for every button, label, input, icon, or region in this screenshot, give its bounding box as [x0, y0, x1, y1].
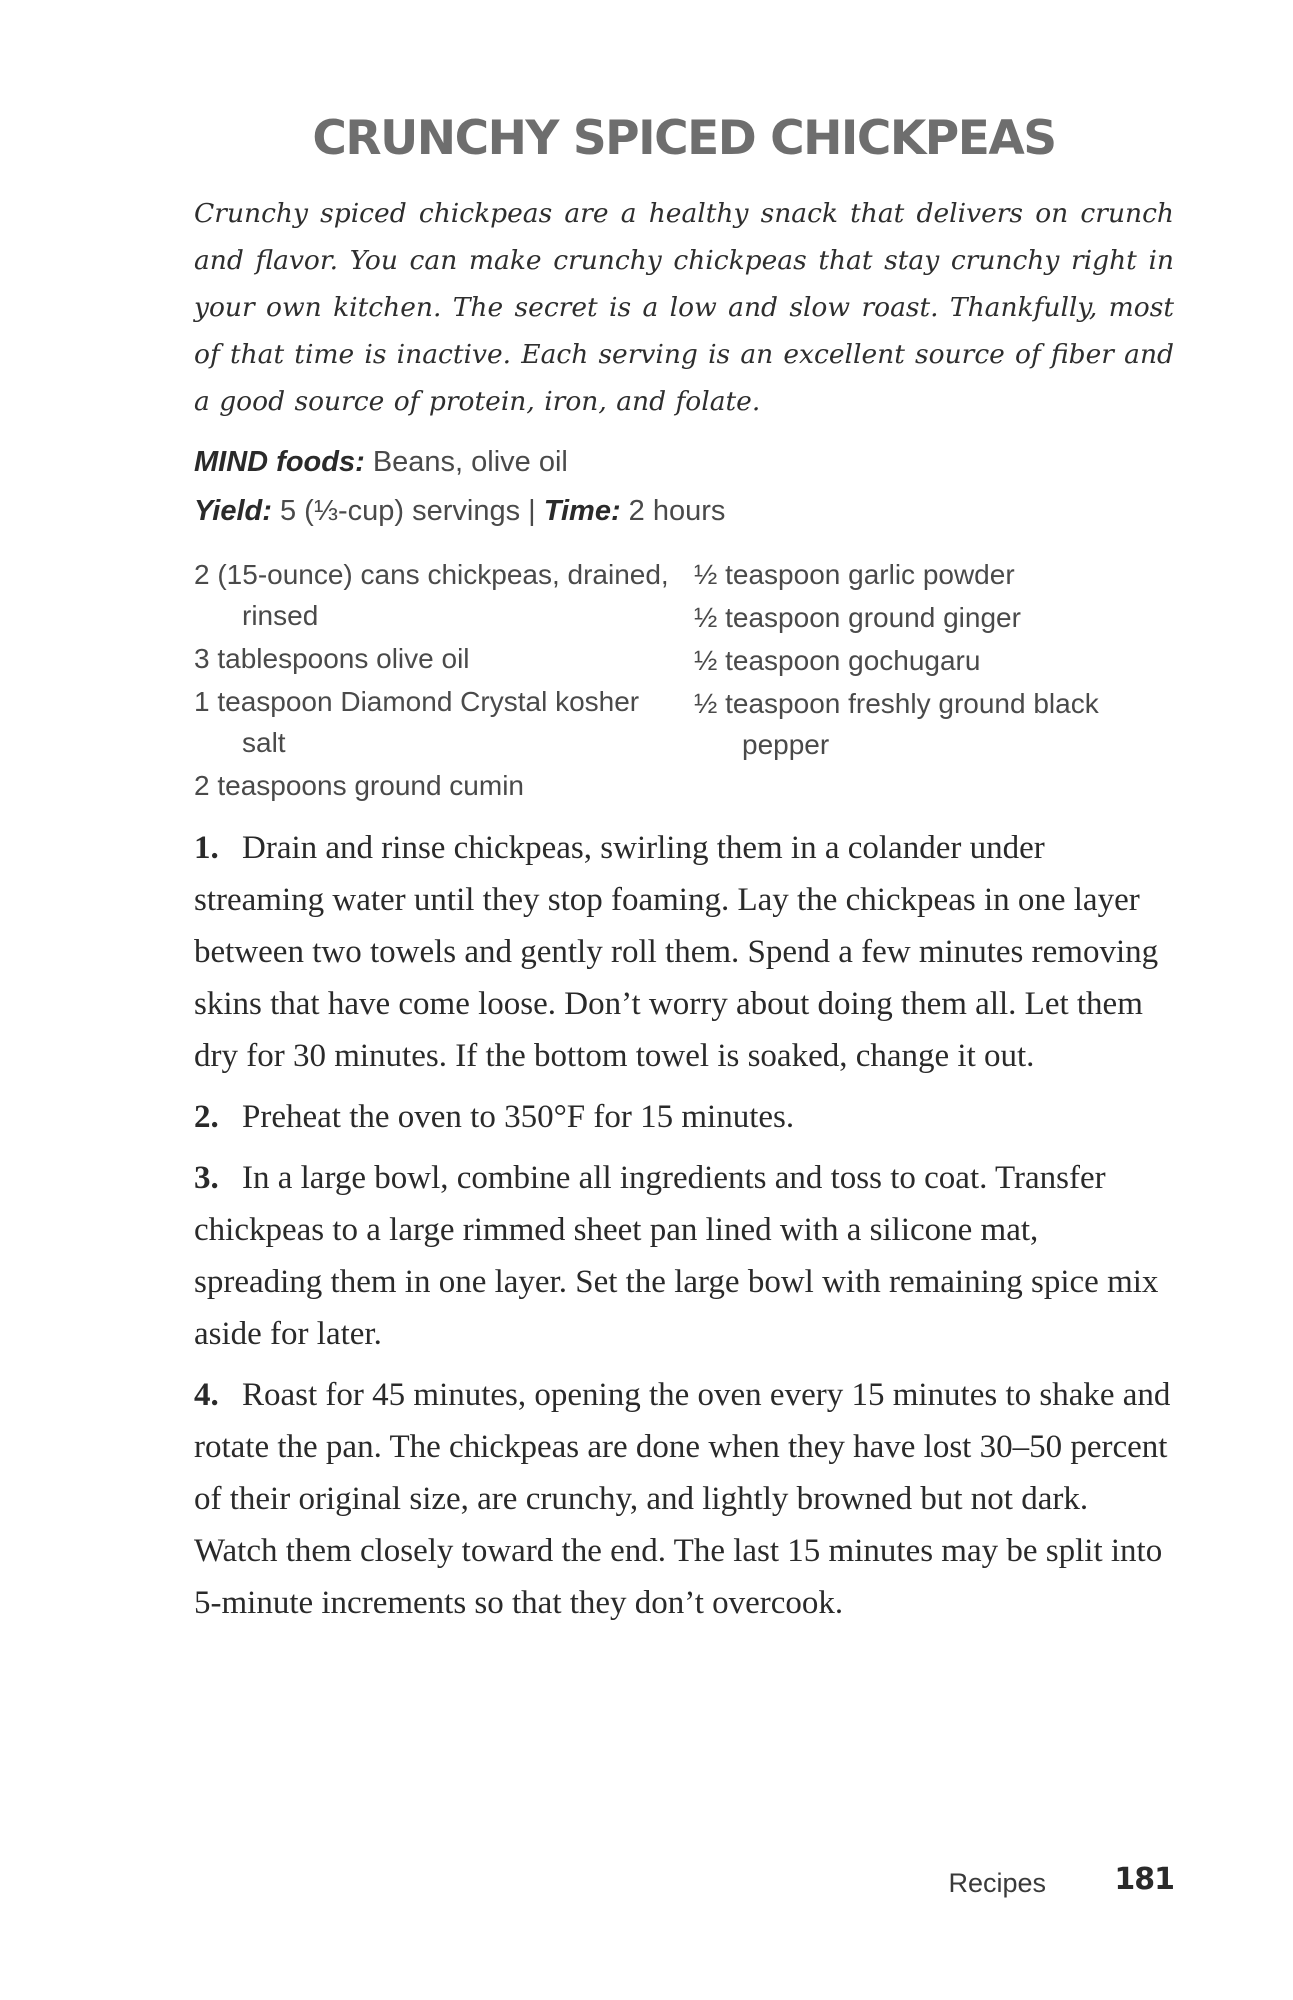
- step-text: In a large bowl, combine all ingredients and toss to coat. Transfer chickpeas to a large rimmed sheet pan lined with a silicone mat, spreading them in one layer. Set the large bowl with remaining spice mix aside for later.: [194, 1160, 1159, 1352]
- yield-time-separator: |: [528, 495, 536, 527]
- instruction-step: [194, 822, 1174, 1082]
- ingredient-item: ½ teaspoon gochugaru: [694, 645, 981, 676]
- yield-value: 5 (⅓-cup) servings: [279, 495, 521, 527]
- page-footer: [194, 1862, 1174, 1912]
- instructions-list: [194, 822, 1174, 1638]
- ingredient-item: 3 tablespoons olive oil: [194, 643, 470, 674]
- step-text: Drain and rinse chickpeas, swirling them in a colander under streaming water until they stop foaming. Lay the chickpeas in one layer between two towels and gently roll them. Spend a few minutes removing skins that have come loose. Don’t worry about doing them all. Let them dry for 30 minutes. If the bottom towel is soaked, change it out.: [194, 830, 1159, 1074]
- time-label: Time:: [543, 495, 621, 527]
- recipe-title: CRUNCHY SPICED CHICKPEAS: [312, 111, 1056, 166]
- book-page: [194, 0, 1174, 2000]
- ingredient-item: 1 teaspoon Diamond Crystal kosher salt: [194, 686, 640, 758]
- yield-time-line: [194, 489, 725, 533]
- page-number: 181: [1114, 1862, 1174, 1897]
- instruction-step: [194, 1369, 1174, 1629]
- step-text: Roast for 45 minutes, opening the oven every 15 minutes to shake and rotate the pan. The chickpeas are done when they have lost 30–50 percent of their original size, are crunchy, and lightly browned but not dark. Watch them closely toward the end. The last 15 minutes may be split into 5-minute increments so that they don’t overcook.: [194, 1377, 1171, 1621]
- step-number: 4.: [194, 1377, 219, 1413]
- ingredient-item: ½ teaspoon ground ginger: [694, 602, 1021, 633]
- recipe-intro: Crunchy spiced chickpeas are a healthy snack that delivers on crunch and flavor. You can make crunchy chickpeas that stay crunchy right in your own kitchen. The secret is a low and slow roast. Thankfully, most of that time is inactive. Each serving is an excellent source of fiber and a good source of protein, iron, and folate.: [194, 198, 1174, 417]
- yield-label: Yield:: [194, 495, 272, 527]
- time-value: 2 hours: [628, 495, 726, 527]
- ingredients-column-left: [194, 554, 684, 808]
- ingredients-column-right: [694, 554, 1164, 767]
- running-footer-section: Recipes: [948, 1868, 1046, 1898]
- ingredient-item: ½ teaspoon garlic powder: [694, 559, 1015, 590]
- step-number: 3.: [194, 1160, 219, 1196]
- mind-foods-value: Beans, olive oil: [372, 446, 568, 478]
- instruction-step: [194, 1152, 1174, 1360]
- step-text: Preheat the oven to 350°F for 15 minutes.: [242, 1099, 795, 1135]
- ingredient-item: 2 teaspoons ground cumin: [194, 770, 524, 801]
- ingredient-item: 2 (15-ounce) cans chickpeas, drained, rinsed: [194, 559, 669, 631]
- step-number: 2.: [194, 1099, 219, 1135]
- instruction-step: [194, 1091, 1174, 1143]
- mind-foods-line: [194, 440, 568, 484]
- mind-foods-label: MIND foods:: [194, 446, 365, 478]
- step-number: 1.: [194, 830, 219, 866]
- ingredient-item: ½ teaspoon freshly ground black pepper: [694, 688, 1099, 760]
